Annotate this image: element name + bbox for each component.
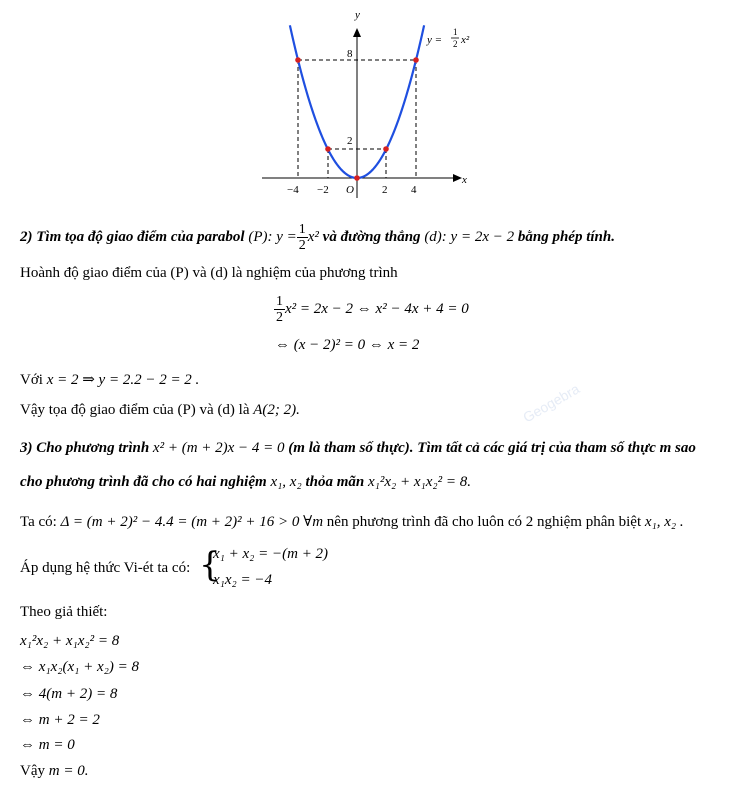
part3-step-5: ⇔ m = 0 xyxy=(20,737,75,753)
part2-heading-c: bằng phép tính. xyxy=(517,228,615,245)
part3-vieta-label: Áp dụng hệ thức Vi-ét ta có: xyxy=(20,560,191,576)
part3-q-roots: x₁, x₂ xyxy=(270,474,302,490)
part2-intro: Hoành độ giao điểm của (P) và (d) là nghiệm của phương trình xyxy=(20,265,398,281)
part3-question-line1 xyxy=(20,440,696,457)
tick-label-origin: O xyxy=(346,184,354,196)
curve-label-prefix: y = xyxy=(427,34,443,46)
part2-eq1-rest: x² = 2x − 2 ⇔ x² − 4x + 4 = 0 xyxy=(285,300,469,317)
part2-heading-frac-num: 1 xyxy=(298,222,306,237)
part3-step-3: ⇔ 4(m + 2) = 8 xyxy=(20,686,118,702)
tick-label-neg2: −2 xyxy=(317,184,329,196)
vieta-brace: { xyxy=(199,545,221,585)
part2-result-point: A(2; 2). xyxy=(253,402,300,418)
part2-heading-d: (d): y = 2x − 2 xyxy=(424,228,515,245)
part3-q-cond: x₁²x₂ + x₁x₂² = 8. xyxy=(367,474,471,490)
part2-heading xyxy=(20,222,615,253)
part3-q-b: (m là tham số thực). Tìm tất cả các giá trị của tham số thực m sao xyxy=(288,440,696,456)
part3-conclusion xyxy=(20,763,88,780)
part2-heading-frac-den: 2 xyxy=(298,238,306,253)
point-4-8 xyxy=(413,57,419,63)
part2-result-label: Vậy tọa độ giao điểm của (P) và (d) là xyxy=(20,402,250,418)
watermark: Geogebra xyxy=(520,380,583,426)
tick-label-pos2: 2 xyxy=(382,184,388,196)
part3-delta-b: nên phương trình đã cho luôn có 2 nghiệm phân biệt xyxy=(326,514,642,530)
part3-step-4: ⇔ m + 2 = 2 xyxy=(20,712,100,728)
tick-label-y8: 8 xyxy=(347,48,353,60)
part3-delta-eq: Δ = (m + 2)² − 4.4 = (m + 2)² + 16 > 0 ∀m xyxy=(60,514,324,530)
part2-heading-x2: x² xyxy=(307,228,319,245)
part2-eq1-frac-num: 1 xyxy=(276,294,283,309)
parabola-graph xyxy=(250,0,490,200)
part2-eq1-frac-den: 2 xyxy=(276,310,283,325)
part2-heading-b: và đường thẳng xyxy=(322,228,421,245)
curve-label xyxy=(426,27,470,49)
part2-with-eq: x = 2 ⇒ y = 2.2 − 2 = 2 . xyxy=(46,372,200,388)
part2-with xyxy=(20,370,199,389)
part2-result xyxy=(20,402,300,419)
curve-label-suffix: x² xyxy=(461,34,470,46)
curve-label-num: 1 xyxy=(453,27,458,37)
point-origin xyxy=(354,175,360,181)
part3-vieta-2: x₁x₂ = −4 xyxy=(213,572,272,588)
part2-eq1-frac xyxy=(274,294,285,325)
tick-label-neg4: −4 xyxy=(287,184,299,196)
part3-step-2: ⇔ x₁x₂(x₁ + x₂) = 8 xyxy=(20,659,139,675)
part3-step-1: x₁²x₂ + x₁x₂² = 8 xyxy=(20,633,120,649)
point-neg2-2 xyxy=(325,146,331,152)
part3-vieta-1: x₁ + x₂ = −(m + 2) xyxy=(213,546,329,562)
x-axis-label: x xyxy=(462,174,467,186)
tick-label-pos4: 4 xyxy=(411,184,417,196)
part3-delta-roots: x₁, x₂ . xyxy=(644,514,684,530)
part2-heading-p: (P): y = xyxy=(248,228,297,245)
part2-with-label: Với xyxy=(20,372,43,388)
y-axis-arrow xyxy=(353,28,361,37)
part3-q-c: cho phương trình đã cho có hai nghiệm xyxy=(20,474,267,490)
point-2-2 xyxy=(383,146,389,152)
part2-heading-a: 2) Tìm tọa độ giao điểm của parabol xyxy=(20,228,245,245)
part2-eq1 xyxy=(274,294,469,325)
part2-eq2: ⇔ (x − 2)² = 0 ⇔ x = 2 xyxy=(275,337,420,353)
part3-q-d: thỏa mãn xyxy=(305,474,365,490)
part3-conclusion-label: Vậy xyxy=(20,763,45,779)
part3-q-a: 3) Cho phương trình xyxy=(20,440,150,456)
y-axis-label: y xyxy=(355,9,360,21)
x-axis-arrow xyxy=(453,174,462,182)
part3-q-eq: x² + (m + 2)x − 4 = 0 xyxy=(152,440,285,456)
tick-label-y2: 2 xyxy=(347,135,353,147)
part3-delta xyxy=(20,512,684,531)
point-neg4-8 xyxy=(295,57,301,63)
part3-conclusion-eq: m = 0. xyxy=(48,763,89,779)
part3-delta-a: Ta có: xyxy=(20,514,57,530)
curve-label-den: 2 xyxy=(453,39,458,49)
part2-heading-frac xyxy=(297,222,308,253)
part3-given-label: Theo giả thiết: xyxy=(20,604,108,620)
part3-question-line2 xyxy=(20,474,471,491)
